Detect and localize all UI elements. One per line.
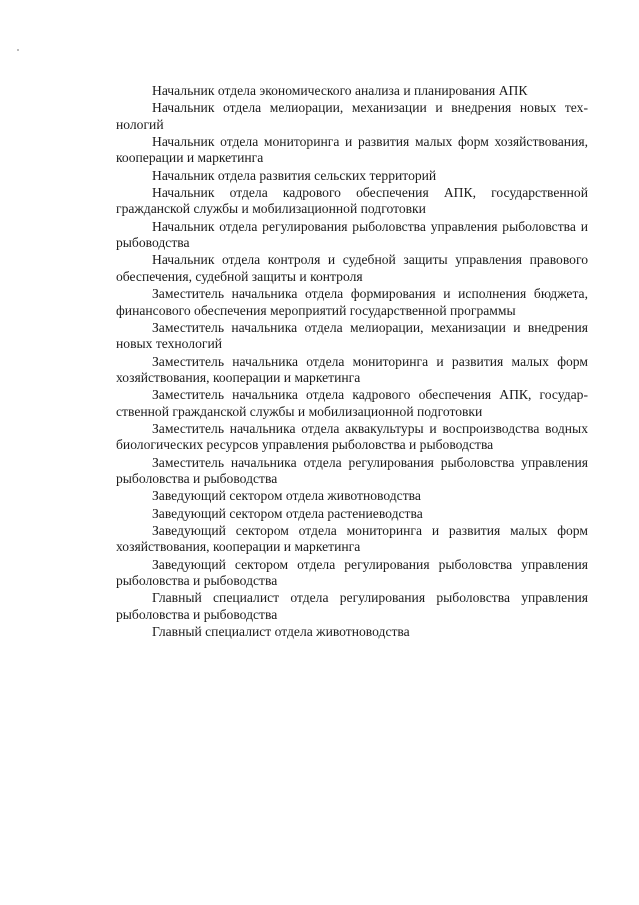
list-item: Начальник отдела регулирования рыболовства управления рыболовства и рыбоводства — [116, 218, 588, 251]
list-item: Заместитель начальника отдела регулирования рыболовства управления рыболовства и рыбоводства — [116, 454, 588, 487]
list-item: Заведующий сектором отдела мониторинга и развития малых форм хозяйствования, кооперации и маркетинга — [116, 522, 588, 555]
position-list — [116, 83, 588, 640]
list-item: Заместитель начальника отдела кадрового обеспечения АПК, государственной гражданской службы и мобилизационной подготовки — [116, 387, 588, 419]
list-item: Заместитель начальника отдела формирования и исполнения бюджета, финансового обеспечения мероприятий государственной программы — [116, 286, 588, 318]
list-item: Начальник отдела мелиорации, механизации и внедрения новых технологий — [116, 100, 588, 132]
list-item: Начальник отдела кадрового обеспечения АПК, государственной гражданской службы и мобилизационной подготовки — [116, 185, 588, 217]
list-item: Начальник отдела контроля и судебной защиты управления правового обеспечения, судебной защиты и контроля — [116, 252, 588, 284]
list-item: Начальник отдела мониторинга и развития малых форм хозяйствования, кооперации и маркетинга — [116, 134, 588, 166]
list-item: Заведующий сектором отдела растениеводства — [152, 505, 423, 521]
scan-speck — [17, 49, 19, 51]
list-item: Заместитель начальника отдела аквакультуры и воспроизводства водных биологических ресурсов управления рыболовства и рыбоводства — [116, 420, 588, 453]
list-item: Заведующий сектором отдела регулирования рыболовства управления рыболовства и рыбоводства — [116, 556, 588, 589]
list-item: Заместитель начальника отдела мониторинга и развития малых форм хозяйствования, кооперации и маркетинга — [116, 353, 588, 385]
list-item: Главный специалист отдела регулирования рыболовства управления рыболовства и рыбоводства — [116, 590, 588, 622]
list-item: Начальник отдела экономического анализа и планирования АПК — [152, 83, 528, 98]
list-item: Заведующий сектором отдела животноводства — [152, 488, 421, 504]
list-item: Главный специалист отдела животноводства — [152, 624, 410, 640]
list-item: Заместитель начальника отдела мелиорации, механизации и внедрения новых технологий — [116, 319, 588, 352]
list-item: Начальник отдела развития сельских территорий — [152, 167, 437, 183]
